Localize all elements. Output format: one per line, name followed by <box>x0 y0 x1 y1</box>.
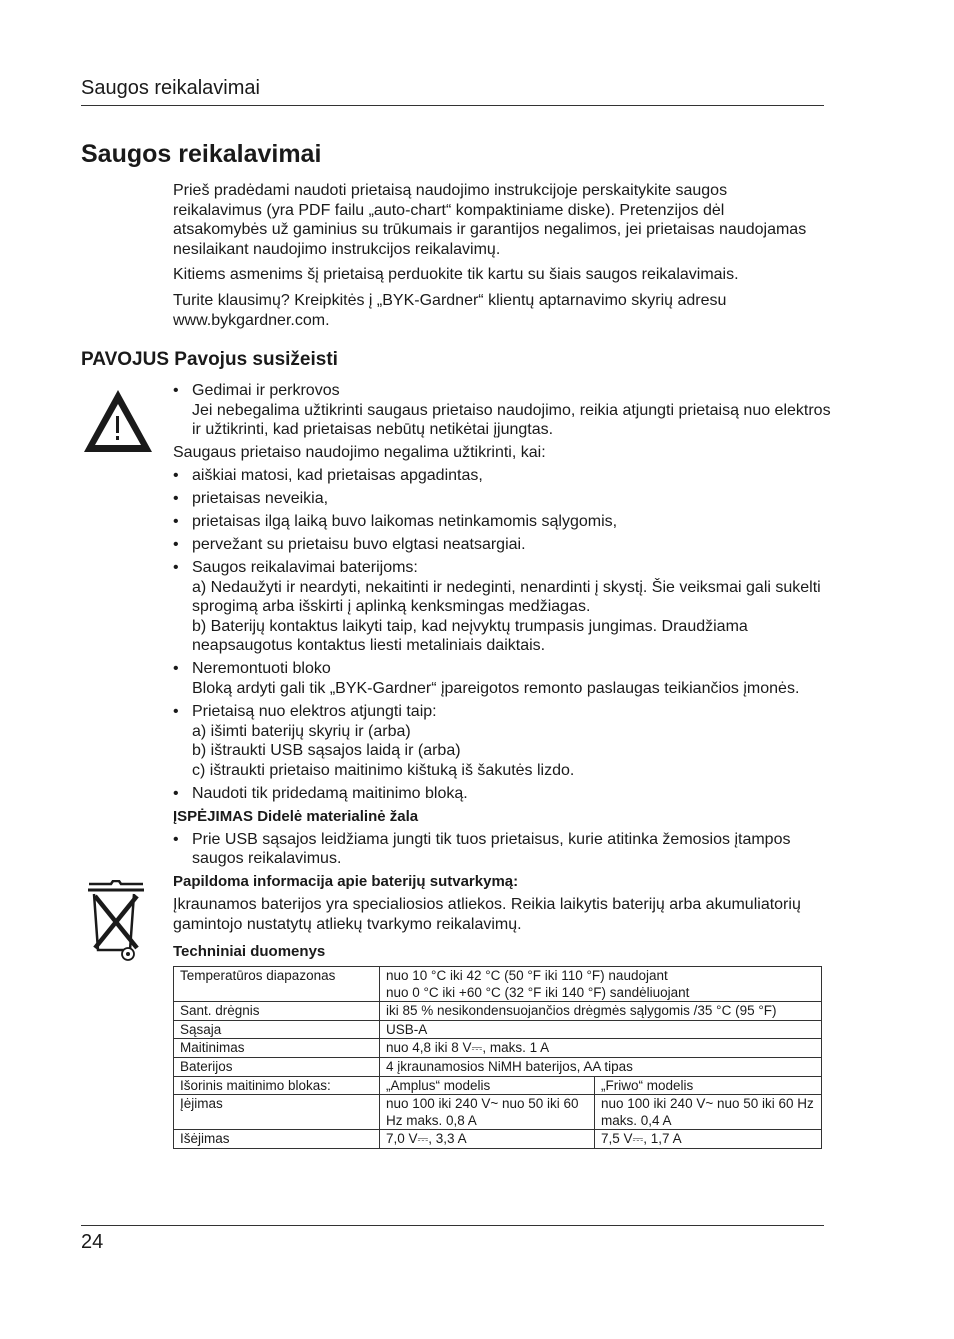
disposal-heading: Papildoma informacija apie baterijų sutvarkymą: <box>173 873 519 891</box>
disconnect-step-b: b) ištraukti USB sąsajos laidą ir (arba) <box>192 742 461 760</box>
danger-heading: PAVOJUS Pavojus susižeisti <box>81 349 338 370</box>
disconnect-title: • Prietaisą nuo elektros atjungti taip: <box>192 703 437 721</box>
repair-title: • Neremontuoti bloko <box>192 660 331 678</box>
intro-text <box>173 181 813 336</box>
repair-text: Bloką ardyti gali tik „BYK-Gardner“ įpareigotos remonto paslaugas teikiančios įmonės. <box>192 680 800 698</box>
list-item: • Prie USB sąsajos leidžiama jungti tik tuos prietaisus, kurie atitinka žemosios įtampos saugos reikalavimus. <box>173 830 833 869</box>
table-row <box>174 1058 822 1077</box>
page-number: 24 <box>81 1231 104 1253</box>
main-content <box>173 381 833 1149</box>
tech-data-table <box>173 966 822 1149</box>
list-item: • aiškiai matosi, kad prietaisas apgadintas, <box>173 466 833 486</box>
table-row <box>174 1095 822 1130</box>
unsafe-intro: Saugaus prietaiso naudojimo negalima užtikrinti, kai: <box>173 444 546 462</box>
table-cell: Sant. drėgnis <box>174 1002 380 1021</box>
table-cell <box>380 967 822 1002</box>
header-rule <box>81 105 824 106</box>
table-cell: 7,5 V⎓, 1,7 A <box>595 1130 822 1149</box>
running-header: Saugos reikalavimai <box>81 77 260 99</box>
battery-rule-b: b) Baterijų kontaktus laikyti taip, kad neįvyktų trumpasis jungimas. Draudžiama neapsaugotus kontaktus liesti metaliniais daiktais. <box>192 617 748 655</box>
caution-heading: ĮSPĖJIMAS Didelė materialinė žala <box>173 807 419 825</box>
table-cell: Baterijos <box>174 1058 380 1077</box>
table-cell: Temperatūros diapazonas <box>174 967 380 1002</box>
warning-triangle-icon <box>81 387 155 455</box>
table-cell: nuo 100 iki 240 V~ nuo 50 iki 60 Hz maks. 0,8 A <box>380 1095 595 1130</box>
list-item: • prietaisas neveikia, <box>173 489 833 509</box>
table-cell: 4 įkraunamosios NiMH baterijos, AA tipas <box>380 1058 822 1077</box>
table-cell: Išorinis maitinimo blokas: <box>174 1076 380 1095</box>
tech-data-heading: Techniniai duomenys <box>173 942 326 960</box>
intro-paragraph: Kitiems asmenims šį prietaisą perduokite tik kartu su šiais saugos reikalavimais. <box>173 266 739 284</box>
page-title: Saugos reikalavimai <box>81 140 322 168</box>
battery-title: • Saugos reikalavimai baterijoms: <box>192 559 418 577</box>
table-row <box>174 967 822 1002</box>
table-cell: nuo 4,8 iki 8 V⎓, maks. 1 A <box>380 1039 822 1058</box>
table-cell: nuo 100 iki 240 V~ nuo 50 iki 60 Hz maks. 0,4 A <box>595 1095 822 1130</box>
temp-operating: nuo 10 °C iki 42 °C (50 °F iki 110 °F) naudojant <box>386 968 668 984</box>
list-item <box>173 381 833 440</box>
temp-storage: nuo 0 °C iki +60 °C (32 °F iki 140 °F) sandėliuojant <box>386 984 690 1000</box>
list-item <box>173 558 833 656</box>
crossed-bin-icon <box>85 880 147 962</box>
table-row <box>174 1039 822 1058</box>
table-cell: USB-A <box>380 1020 822 1039</box>
damage-title: • Gedimai ir perkrovos <box>192 382 340 399</box>
footer-rule <box>81 1225 824 1226</box>
intro-paragraph: Turite klausimų? Kreipkitės į „BYK-Gardner“ klientų aptarnavimo skyrių adresu www.bykgardner.com. <box>173 291 727 329</box>
table-cell: iki 85 % nesikondensuojančios drėgmės sąlygomis /35 °C (95 °F) <box>380 1002 822 1021</box>
table-row <box>174 1130 822 1149</box>
list-item <box>173 659 833 698</box>
intro-paragraph: Prieš pradėdami naudoti prietaisą naudojimo instrukcijoje perskaitykite saugos reikalavimus (yra PDF failu „auto-chart“ kompaktiniame diske). Pretenzijos dėl atsakomybės už gaminius su trūkumais ir garantijos negalimos, jei prietaisas naudojamas nesilaikant naudojimo instrukcijos reikalavimų. <box>173 182 807 258</box>
battery-rule-a: a) Nedaužyti ir neardyti, nekaitinti ir nedeginti, nenardinti į skystį. Šie veiksmai gali sukelti sprogimą arba išskirti į aplinką kenksmingas medžiagas. <box>192 578 821 616</box>
table-cell: Maitinimas <box>174 1039 380 1058</box>
table-row <box>174 1002 822 1021</box>
list-item: • pervežant su prietaisu buvo elgtasi neatsargiai. <box>173 535 833 555</box>
table-cell: „Friwo“ modelis <box>595 1076 822 1095</box>
disposal-text: Įkraunamos baterijos yra specialiosios atliekos. Reikia laikytis baterijų arba akumuliatorių gamintojo nustatytų atliekų tvarkymo reikalavimų. <box>173 896 801 933</box>
list-item: • prietaisas ilgą laiką buvo laikomas netinkamomis sąlygomis, <box>173 512 833 532</box>
table-cell: Išėjimas <box>174 1130 380 1149</box>
disconnect-step-a: a) išimti baterijų skyrių ir (arba) <box>192 722 411 740</box>
table-cell: 7,0 V⎓, 3,3 A <box>380 1130 595 1149</box>
table-row <box>174 1020 822 1039</box>
table-cell: Įėjimas <box>174 1095 380 1130</box>
list-item <box>173 702 833 780</box>
table-row <box>174 1076 822 1095</box>
damage-text: Jei nebegalima užtikrinti saugaus prietaiso naudojimo, reikia atjungti prietaisą nuo elektros ir užtikrinti, kad prietaisas nebūtų netikėtai įjungtas. <box>192 401 831 439</box>
table-cell: „Amplus“ modelis <box>380 1076 595 1095</box>
list-item: • Naudoti tik pridedamą maitinimo bloką. <box>173 784 833 804</box>
table-cell: Sąsaja <box>174 1020 380 1039</box>
disconnect-step-c: c) ištraukti prietaiso maitinimo kištuką iš šakutės lizdo. <box>192 761 575 779</box>
